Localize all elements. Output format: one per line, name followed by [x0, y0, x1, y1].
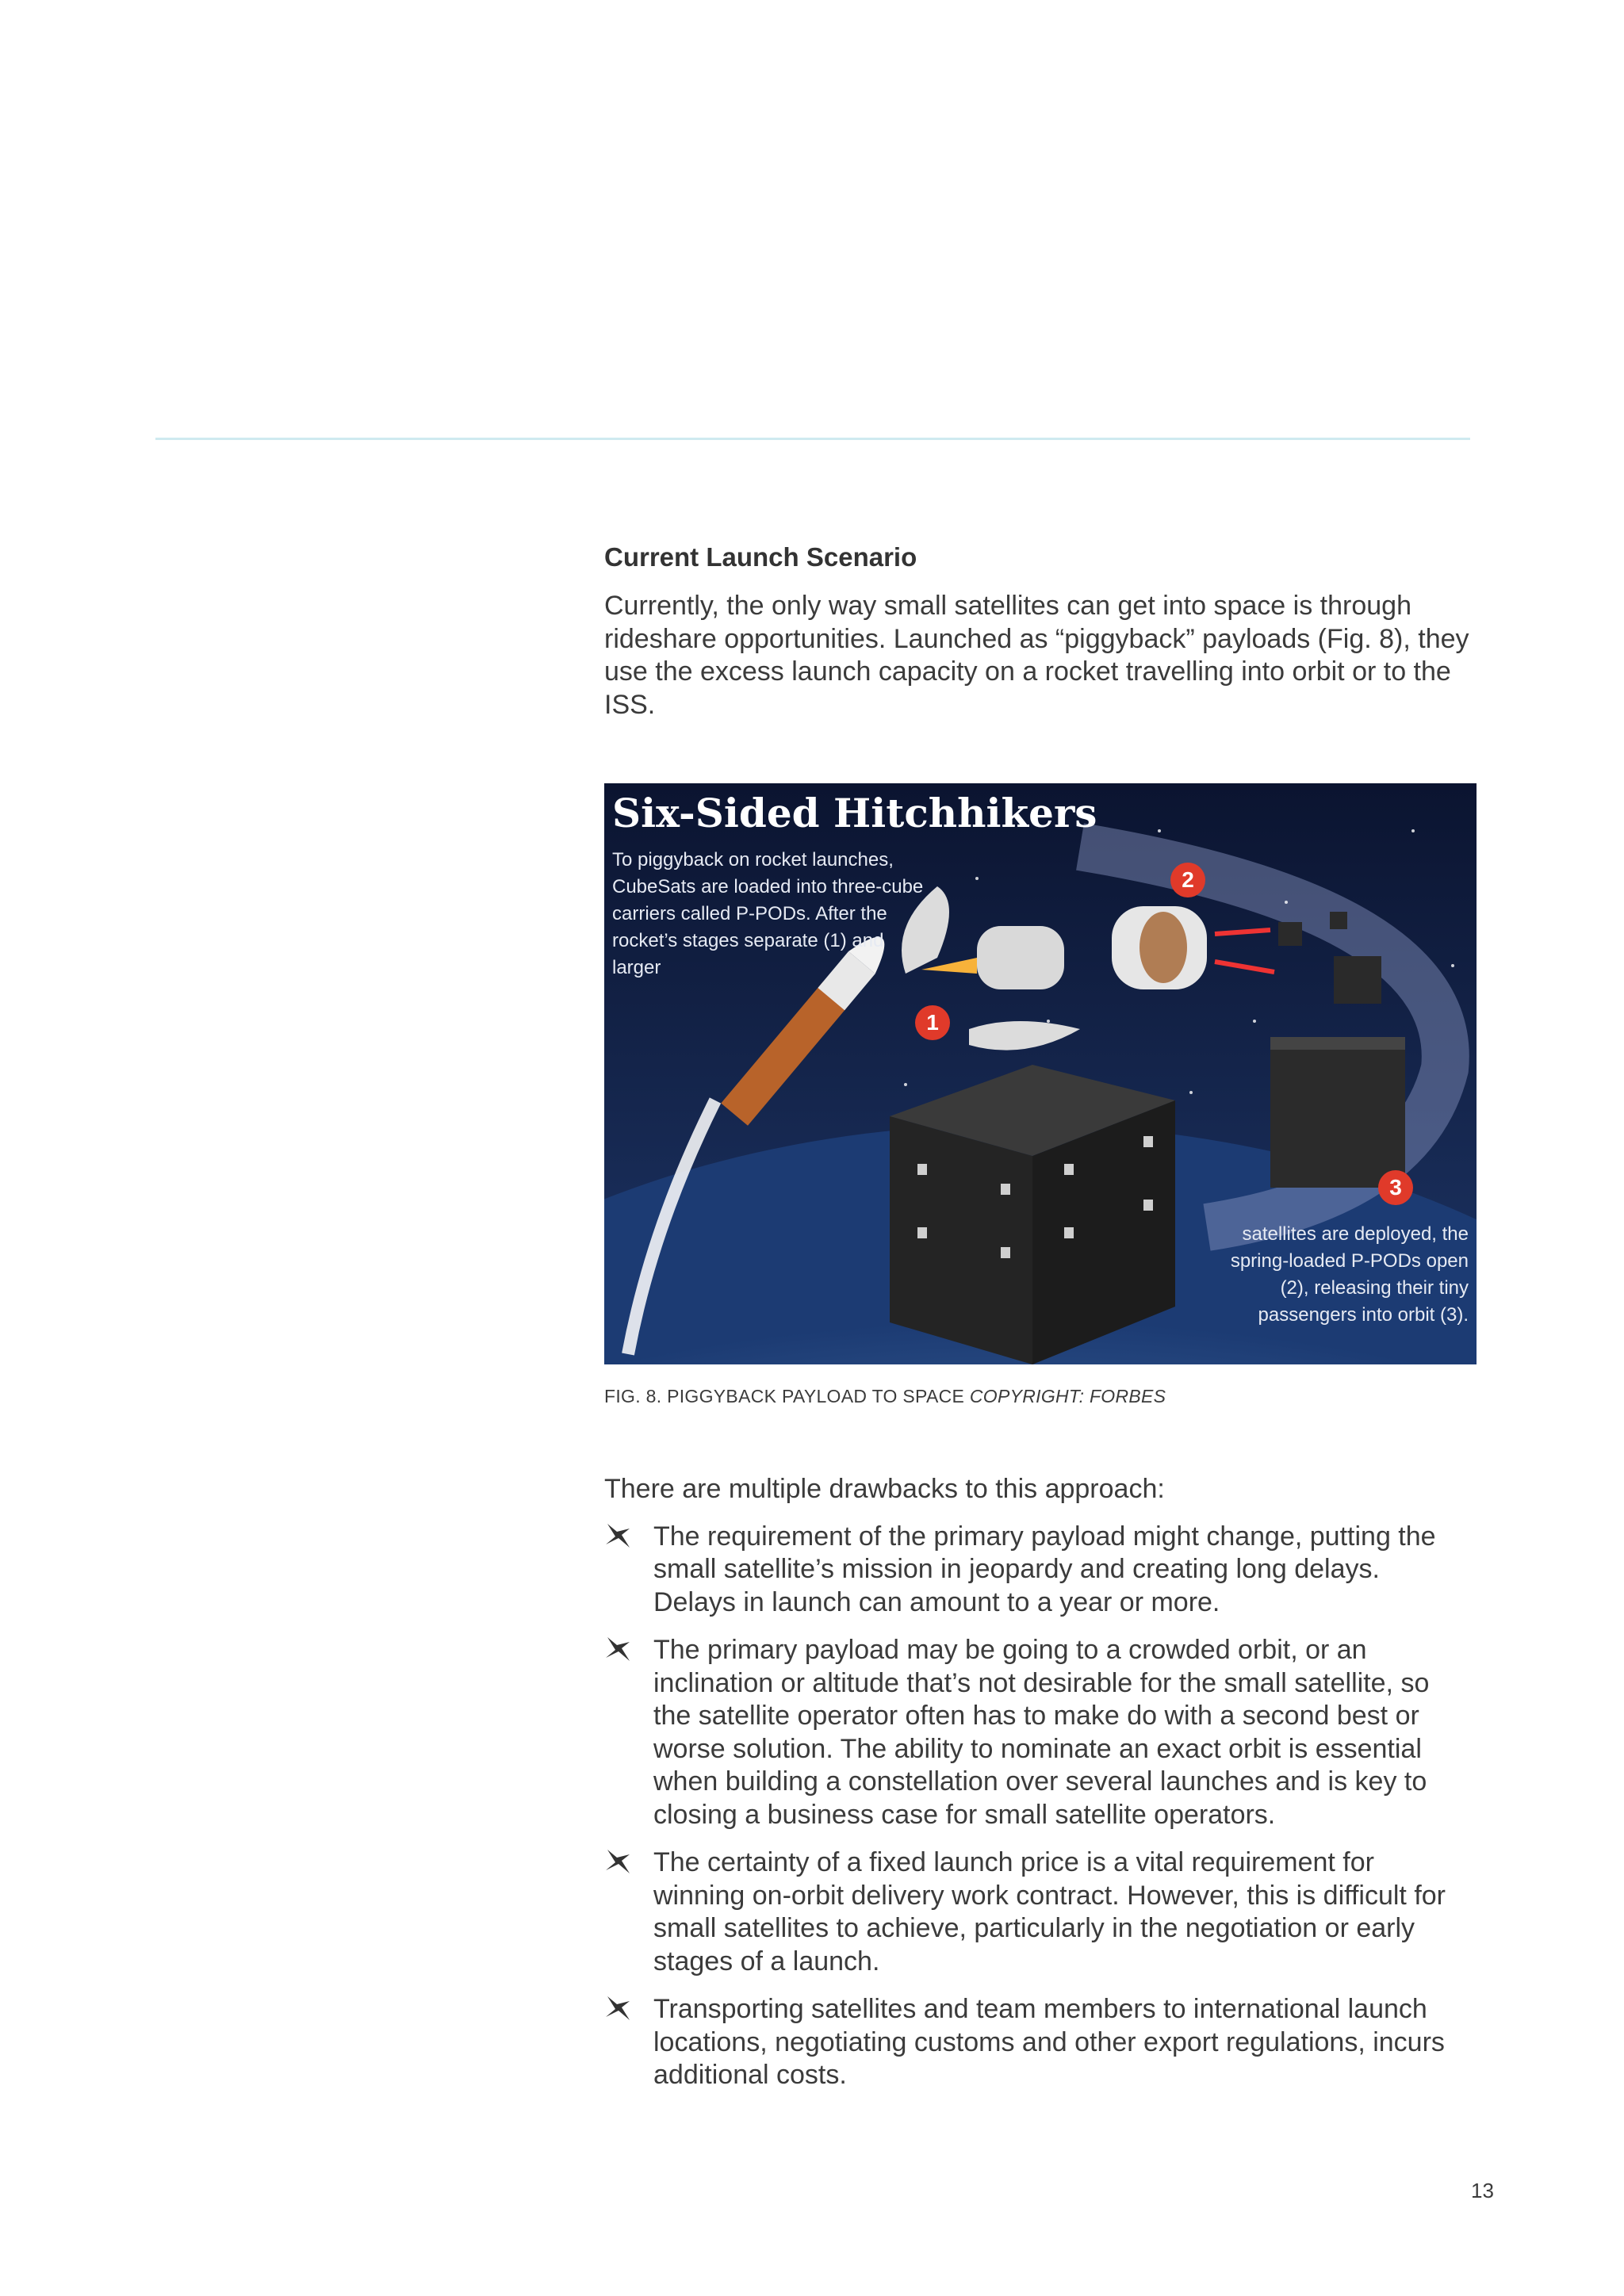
figure-illustration: [604, 783, 1477, 1364]
drawbacks-section: [604, 1473, 1477, 2107]
caption-credit: COPYRIGHT: FORBES: [969, 1386, 1166, 1406]
star-burst-icon: [604, 1636, 631, 1663]
list-item-text: The requirement of the primary payload might change, putting the small satellite’s mission in jeopardy and creating long delays. Delays in launch can amount to a year or more.: [653, 1521, 1436, 1617]
cubesat-large: [890, 1065, 1175, 1364]
marker-3: 3: [1378, 1170, 1413, 1205]
star-burst-icon: [604, 1522, 631, 1549]
figure-title: Six-Sided Hitchhikers: [612, 790, 1097, 836]
list-item: [604, 1521, 1446, 1620]
drawbacks-lead: There are multiple drawbacks to this approach:: [604, 1474, 1165, 1504]
list-item-text: The certainty of a fixed launch price is a vital requirement for winning on-orbit delivery work contract. However, this is difficult for small satellites to achieve, particularly in the negotiation or early stages of a launch.: [653, 1847, 1446, 1976]
marker-1: 1: [915, 1005, 950, 1040]
figure-text-right: satellites are deployed, the spring-loaded P-PODs open (2), releasing their tiny passengers into orbit (3).: [1230, 1223, 1469, 1326]
header-divider: [155, 438, 1470, 440]
section-heading: Current Launch Scenario: [604, 542, 917, 572]
page-number: 13: [1471, 2179, 1494, 2202]
figure-caption: [604, 1386, 1166, 1407]
star-burst-icon: [604, 1848, 631, 1875]
figure-text-left: To piggyback on rocket launches, CubeSats are loaded into three-cube carriers called P-PODs. After the rocket’s stages separate (1) and larger: [612, 849, 924, 978]
intro-text: Currently, the only way small satellites can get into space is through rideshare opportunities. Launched as “piggyback” payloads (Fig. 8), they use the excess launch capacity on a rocket travelling into orbit or to the ISS.: [604, 591, 1469, 720]
cubesat-medium: [1270, 1037, 1405, 1188]
list-item-text: The primary payload may be going to a crowded orbit, or an inclination or altitude that’s not desirable for the small satellite, so the satellite operator often has to make do with a second best or worse solution. The ability to nominate an exact orbit is essential when building a constellation over several launches and is key to closing a business case for small satellite operators.: [653, 1635, 1430, 1830]
list-item: [604, 1634, 1446, 1831]
list-item-text: Transporting satellites and team members to international launch locations, negotiating customs and other export regulations, incurs additional costs.: [653, 1994, 1445, 2090]
intro-paragraph: [604, 590, 1477, 721]
drawbacks-list: [604, 1521, 1477, 2092]
list-item: [604, 1993, 1446, 2092]
caption-text: FIG. 8. PIGGYBACK PAYLOAD TO SPACE: [604, 1386, 970, 1406]
star-burst-icon: [604, 1995, 631, 2022]
marker-2: 2: [1170, 863, 1205, 897]
list-item: [604, 1846, 1446, 1978]
